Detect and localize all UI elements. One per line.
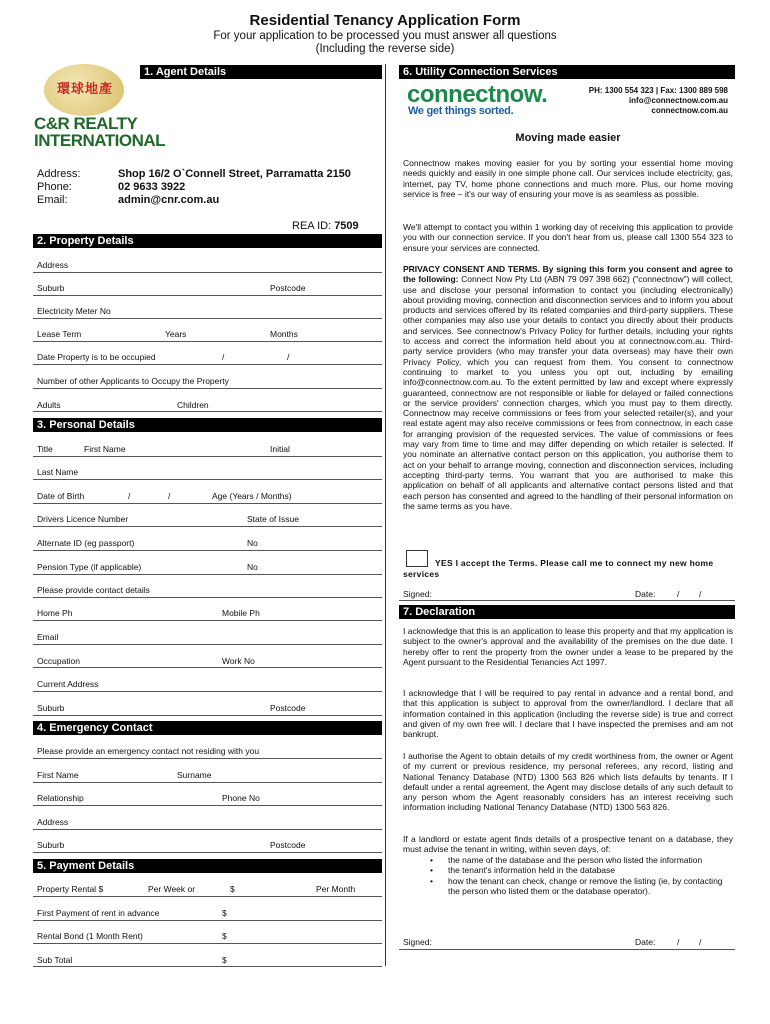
alt-id-field[interactable] [33,550,382,551]
email-label: Email: [37,194,68,206]
children-label: Children [177,400,209,410]
emergency-instruction: Please provide an emergency contact not residing with you [37,746,260,756]
dob-label: Date of Birth [37,491,85,501]
accept-terms-label: YES I accept the Terms. Please call me to connect my new home services [403,558,714,579]
declaration-paragraph-2: I acknowledge that I will be required to pay rental in advance and a rental bond, and that this application is subject to approval from the owner/landlord. I declare that all information contained in this application (including the reverse side) is true and correct and given of my own free will. I declare that I have inspected the premises and am not bankrupt. [403,688,733,740]
agent-phone: 02 9633 3922 [118,181,186,193]
section-utility-connection: 6. Utility Connection Services [399,65,735,79]
logo-name-line1: C&R REALTY [34,114,138,133]
agent-email: admin@cnr.com.au [118,194,220,206]
agent-address: Shop 16/2 O`Connell Street, Parramatta 2150 [118,168,351,180]
connectnow-website: connectnow.com.au [651,106,728,115]
phone-label: Phone: [37,181,72,193]
section-payment-details: 5. Payment Details [33,859,382,873]
current-suburb-field[interactable] [33,715,382,716]
column-divider [385,64,386,966]
first-payment-label: First Payment of rent in advance [37,908,160,918]
privacy-body: Connect Now Pty Ltd (ABN 79 097 398 662) ("connectnow") will collect, use and disclose your personal information to contact you (including electronically) about providing moving, connection and disconnection services and to inform you about products and services offered by its related companies and third-party suppliers. These other companies may also use your details to contact you directly about their products and services. See connectnow's Privacy Policy for further details, including your rights to access and correct the information held about you at connectnow.com.au. Third-party service providers (who may transfer your data overseas) may have their own Privacy Policy, which you can request from them. You consent to connectnow continuing to market to you unless you opt out, including by emailing info@connectnow.com.au. To the extent permitted by law and except where expressly guaranteed, connectnow are not responsible or liable for delayed or failed connections or the service providers' connection charges, which you must pay to them directly. Connectnow may receive commissions or fees from your selected retailer(s), and your real estate agent may also receive commissions or fees from connectnow, in each case for arranging provision of the requested services. The value of commissions or fees may vary from time to time and may differ depending on which retailer is selected. If you nominate an alternative contact person on this application, you authorise them to act on your behalf to arrange moving, connection and disconnection services, including accepting third-party terms. You warrant that you are authorised to make this application on behalf of all applicants and alternative contact persons listed and that each person has consented and agreed to the handling of their personal information on the same terms as you have. [403,274,733,511]
section-emergency-contact: 4. Emergency Contact [33,721,382,735]
monthly-dollar: $ [230,884,235,894]
months-label: Months [270,329,298,339]
emergency-first-name-label: First Name [37,770,79,780]
utility-contact-paragraph: We'll attempt to contact you within 1 working day of receiving this application to provide you with our connection service. If you don't hear from us, please call 1300 554 323 to ensure your services are connected. [403,222,733,253]
section-declaration: 7. Declaration [399,605,735,619]
database-disclosure-list [430,855,730,896]
declaration-signature-field[interactable] [399,949,735,950]
section-personal-details: 3. Personal Details [33,418,382,432]
connectnow-email: info@connectnow.com.au [628,96,728,105]
meter-field[interactable] [33,318,382,319]
declaration-paragraph-4: If a landlord or estate agent finds details of a prospective tenant on a database, they must advise the tenant in writing, within seven days, of: [403,834,733,855]
privacy-terms [403,264,733,511]
date-separator: / [287,352,290,362]
num-applicants-field[interactable] [33,388,382,389]
logo-name-line2: INTERNATIONAL [34,131,166,150]
utility-intro-paragraph: Connectnow makes moving easier for you by sorting your essential home moving needs quickly and easily in one simple phone call. Our services include electricity, gas, internet, pay TV, home phone connections and much more. Plus, our home moving service is free – it's our way of ensuring your move is as seamless as possible. [403,158,733,199]
connectnow-tagline: We get things sorted. [408,105,514,117]
first-payment-dollar: $ [222,908,227,918]
rea-id-value: 7509 [334,220,359,232]
list-item: • the name of the database and the person who listed the information [430,855,730,865]
occupation-field[interactable] [33,667,382,668]
privacy-heading: PRIVACY CONSENT AND TERMS. By signing this form you consent and agree to the following: [403,264,733,285]
first-payment-field[interactable] [33,920,382,921]
email-field[interactable] [33,644,382,645]
rental-bond-label: Rental Bond (1 Month Rent) [37,931,143,941]
current-postcode-label: Postcode [270,703,306,713]
form-title: Residential Tenancy Application Form [249,12,521,29]
utility-signed-label: Signed: [403,589,432,599]
occupation-label: Occupation [37,656,80,666]
section-property-details: 2. Property Details [33,234,382,248]
title-label: Title [37,444,53,454]
utility-date-label: Date: [635,589,656,599]
current-address-field[interactable] [33,691,382,692]
date-occupied-label: Date Property is to be occupied [37,352,156,362]
sub-total-field[interactable] [33,966,382,967]
property-rental-dollar: $ [98,884,104,894]
rea-id [292,220,359,232]
date-separator: / [128,491,131,501]
dob-field[interactable] [33,503,382,504]
licence-field[interactable] [33,526,382,527]
date-separator: / [699,589,702,599]
last-name-field[interactable] [33,479,382,480]
date-occupied-field[interactable] [33,364,382,365]
alt-id-no-label: No [247,538,258,548]
emergency-address-label: Address [37,817,69,827]
alt-id-label: Alternate ID (eg passport) [37,538,135,548]
lease-term-label: Lease Term [37,329,82,339]
rental-bond-field[interactable] [33,943,382,944]
sub-total-dollar: $ [222,955,227,965]
pension-field[interactable] [33,574,382,575]
connectnow-phone-fax: PH: 1300 554 323 | Fax: 1300 889 598 [588,86,728,95]
date-separator: / [699,937,702,947]
connectnow-contact [560,86,728,116]
property-suburb-label: Suburb [37,283,65,293]
declaration-date-label: Date: [635,937,656,947]
date-separator: / [677,589,680,599]
pension-no-label: No [247,562,258,572]
contact-details-label: Please provide contact details [37,585,150,595]
mobile-ph-label: Mobile Ph [222,608,260,618]
licence-label: Drivers Licence Number [37,514,129,524]
years-label: Years [165,329,187,339]
form-subtitle: For your application to be processed you must answer all questions [213,30,557,42]
date-separator: / [168,491,171,501]
email-label: Email [37,632,59,642]
address-label: Address: [37,168,81,180]
current-suburb-label: Suburb [37,703,65,713]
initial-label: Initial [270,444,290,454]
emergency-suburb-label: Suburb [37,840,65,850]
list-item: • the tenant's information held in the database [430,865,730,875]
num-applicants-label: Number of other Applicants to Occupy the Property [37,376,229,386]
emergency-divider [33,758,382,759]
pension-label: Pension Type (if applicable) [37,562,142,572]
adults-label: Adults [37,400,61,410]
connectnow-logo: connectnow. [407,81,548,108]
date-separator: / [222,352,225,362]
relationship-field[interactable] [33,805,382,806]
declaration-paragraph-1: I acknowledge that this is an application to lease this property and that my application is subject to the owner's approval and the availability of the premises on the due date. I hereby offer to rent the property from the owner under a lease to be prepared by the Agent pursuant to the Residential Tenancies Act 1997. [403,626,733,667]
utility-signature-field[interactable] [399,600,735,601]
emergency-postcode-label: Postcode [270,840,306,850]
property-address-label: Address [37,260,69,270]
first-name-label: First Name [84,444,126,454]
relationship-label: Relationship [37,793,84,803]
sub-total-label: Sub Total [37,955,73,965]
per-week-or-label: Per Week or [148,884,196,894]
declaration-signed-label: Signed: [403,937,432,947]
state-of-issue-label: State of Issue [247,514,299,524]
property-rental-label [37,884,103,894]
rental-bond-dollar: $ [222,931,227,941]
emergency-name-field[interactable] [33,782,382,783]
current-address-label: Current Address [37,679,99,689]
property-address-field[interactable] [33,272,382,273]
moving-heading: Moving made easier [515,132,621,144]
emergency-surname-label: Surname [177,770,212,780]
work-no-label: Work No [222,656,255,666]
age-label: Age (Years / Months) [212,491,292,501]
declaration-paragraph-3: I authorise the Agent to obtain details of my credit worthiness from, the owner or Agent of my current or previous residence, my personal referees, any record, listing and National Tenancy Database (NTD) 1300 563 826 which lists defaults by tenants. If I default under a rental agreement, the Agent may disclose details of any such default to any person whom the Agent reasonably considers has an interest receiving such information including National Tenancy Database (NTD) 1300 563 826. [403,751,733,813]
emergency-phone-label: Phone No [222,793,260,803]
phone-field[interactable] [33,620,382,621]
emergency-suburb-field[interactable] [33,852,382,853]
logo-chinese-text: 環球地產 [56,82,113,97]
property-postcode-label: Postcode [270,283,306,293]
name-field[interactable] [33,456,382,457]
emergency-address-field[interactable] [33,829,382,830]
form-subtitle-note: (Including the reverse side) [315,43,455,55]
section-agent-details: 1. Agent Details [140,65,382,79]
contact-details-divider [33,597,382,598]
date-separator: / [677,937,680,947]
per-month-label: Per Month [316,884,356,894]
home-ph-label: Home Ph [37,608,73,618]
last-name-label: Last Name [37,467,79,477]
property-rental-field[interactable] [33,896,382,897]
property-suburb-field[interactable] [33,295,382,296]
meter-label: Electricity Meter No [37,306,111,316]
rea-id-label: REA ID: [292,220,332,232]
list-item: • how the tenant can check, change or remove the listing (ie, by contacting the person who listed them or the database operator). [430,876,730,897]
property-rental-text: Property Rental [37,884,97,894]
adults-children-field[interactable] [33,411,382,412]
lease-term-field[interactable] [33,341,382,342]
